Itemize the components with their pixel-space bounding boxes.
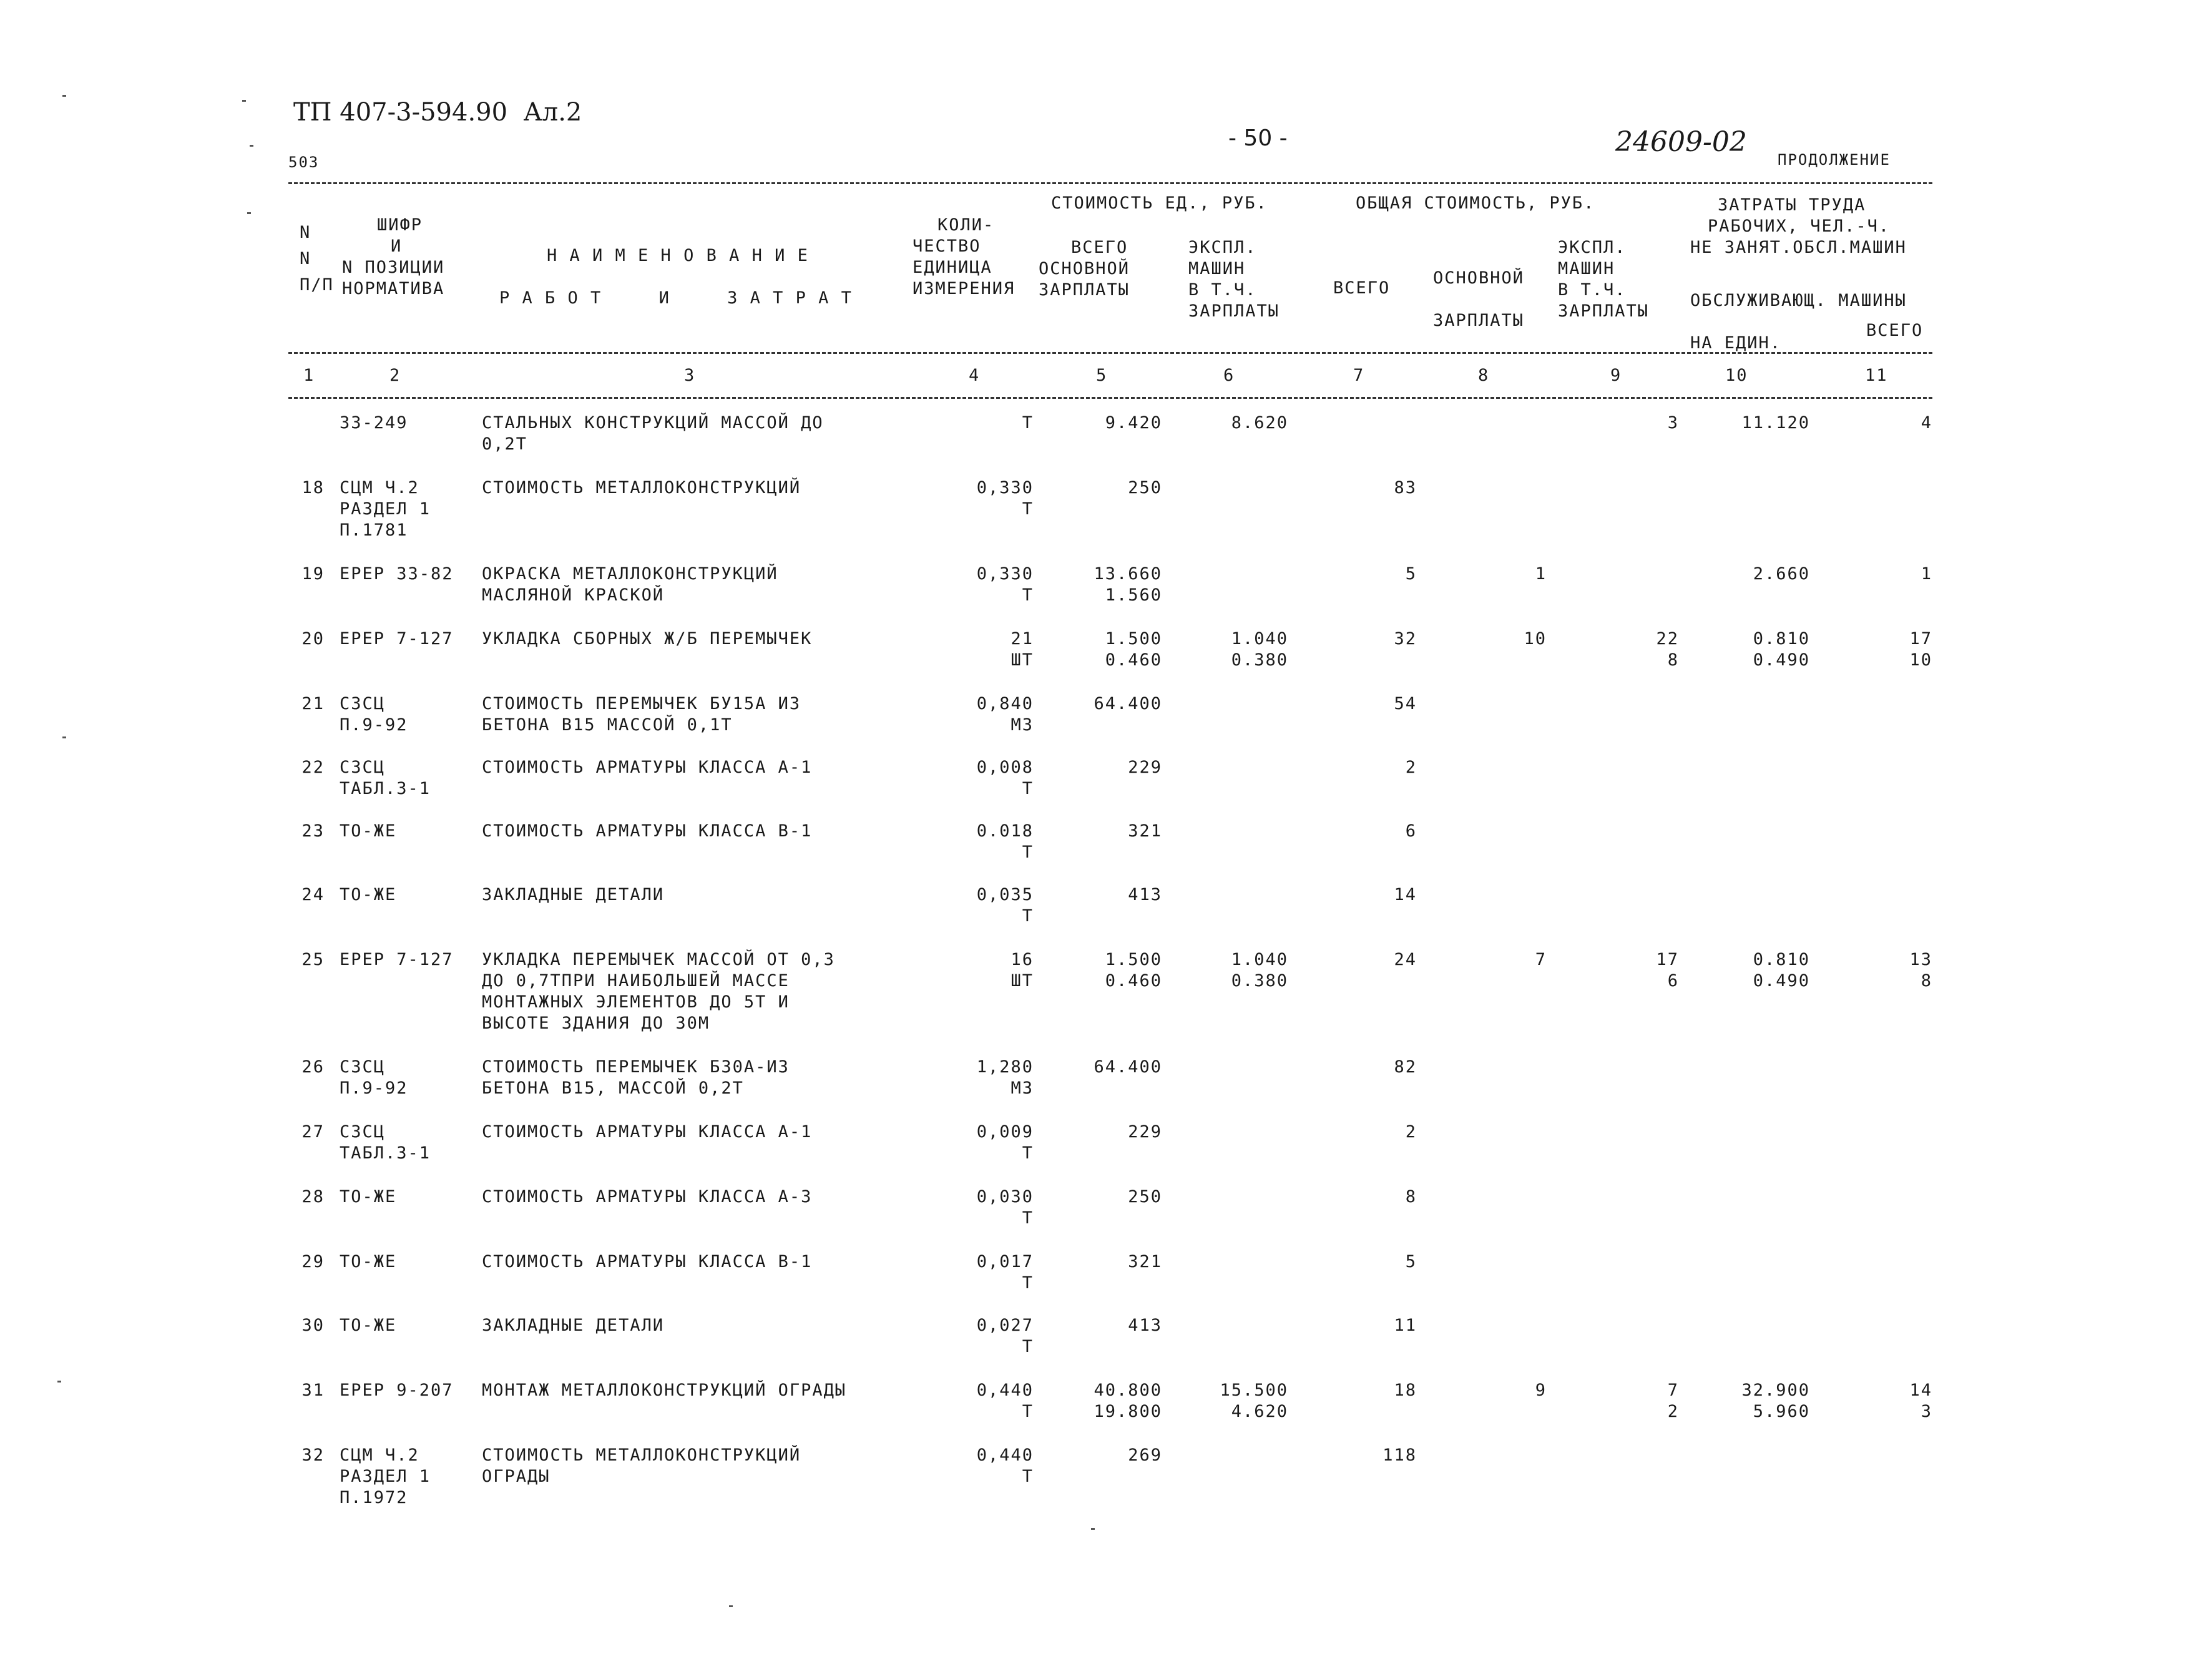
unit-cost-total: 0.460 bbox=[1105, 971, 1162, 991]
work-name: ДО 0,7ТПРИ НАИБОЛЬШЕЙ МАССЕ bbox=[482, 971, 790, 991]
total-machine-operation: 2 bbox=[1667, 1402, 1679, 1421]
header-top-rule bbox=[288, 182, 1932, 184]
row-number: 26 bbox=[301, 1057, 325, 1077]
unit-cost-total: 64.400 bbox=[1094, 694, 1162, 713]
work-name: ОКРАСКА МЕТАЛЛОКОНСТРУКЦИЙ bbox=[482, 564, 778, 584]
quantity: 0,840 bbox=[976, 694, 1034, 713]
sheet-number: 503 bbox=[288, 154, 320, 171]
quantity: 0,008 bbox=[976, 758, 1034, 777]
total-cost: 5 bbox=[1405, 1252, 1417, 1271]
header-col8: ОСНОВНОЙ ЗАРПЛАТЫ bbox=[1433, 268, 1525, 330]
labor-total: 14 bbox=[1909, 1381, 1932, 1400]
unit-of-measure: ШТ bbox=[1011, 650, 1034, 670]
row-number: 31 bbox=[301, 1381, 325, 1400]
work-name: УКЛАДКА ПЕРЕМЫЧЕК МАССОЙ ОТ 0,3 bbox=[482, 950, 835, 969]
column-number-11: 11 bbox=[1865, 366, 1888, 385]
total-cost: 83 bbox=[1394, 478, 1417, 497]
work-name: СТОИМОСТЬ МЕТАЛЛОКОНСТРУКЦИЙ bbox=[482, 478, 801, 497]
norm-code: ТО-ЖЕ bbox=[340, 1187, 397, 1206]
quantity: 0,440 bbox=[976, 1381, 1034, 1400]
work-name: СТОИМОСТЬ ПЕРЕМЫЧЕК Б30А-ИЗ bbox=[482, 1057, 790, 1077]
row-number: 29 bbox=[301, 1252, 325, 1271]
column-number-8: 8 bbox=[1478, 366, 1490, 385]
header-col10: ОБСЛУЖИВАЮЩ. МАШИНЫ НА ЕДИН. bbox=[1690, 291, 1907, 353]
norm-code: П.1972 bbox=[340, 1488, 408, 1507]
total-cost: 11 bbox=[1394, 1316, 1417, 1335]
norm-code: ЕРЕР 33-82 bbox=[340, 564, 454, 584]
quantity: 0,027 bbox=[976, 1316, 1034, 1335]
total-machine-operation: 17 bbox=[1656, 950, 1679, 969]
continuation-label: ПРОДОЛЖЕНИЕ bbox=[1778, 151, 1891, 169]
document-code: ТП 407-3-594.90 Ал.2 bbox=[293, 98, 582, 127]
norm-code: П.9-92 bbox=[340, 715, 408, 735]
labor-total: 1 bbox=[1921, 564, 1932, 584]
header-bottom-rule bbox=[288, 397, 1932, 399]
header-col11: ВСЕГО bbox=[1866, 321, 1924, 340]
column-number-9: 9 bbox=[1610, 366, 1622, 385]
work-name: БЕТОНА В15, МАССОЙ 0,2Т bbox=[482, 1079, 744, 1098]
labor-per-unit: 0.810 bbox=[1753, 950, 1810, 969]
unit-of-measure: Т bbox=[1022, 1208, 1034, 1228]
total-machine-operation: 8 bbox=[1667, 650, 1679, 670]
quantity: 0,440 bbox=[976, 1446, 1034, 1465]
unit-of-measure: ШТ bbox=[1011, 971, 1034, 991]
header-col3: Н А И М Е Н О В А Н И Е Р А Б О Т И З А Т Р А Т bbox=[499, 246, 853, 308]
unit-of-measure: Т bbox=[1022, 1467, 1034, 1486]
norm-code: ЕРЕР 7-127 bbox=[340, 950, 454, 969]
header-col4: КОЛИ- ЧЕСТВО ЕДИНИЦА ИЗМЕРЕНИЯ bbox=[913, 215, 1015, 298]
work-name: СТОИМОСТЬ АРМАТУРЫ КЛАССА В-1 bbox=[482, 821, 813, 841]
header-col5: ВСЕГО ОСНОВНОЙ ЗАРПЛАТЫ bbox=[1039, 238, 1130, 300]
row-number: 20 bbox=[301, 629, 325, 648]
work-name: ЗАКЛАДНЫЕ ДЕТАЛИ bbox=[482, 1316, 665, 1335]
total-machine-operation: 3 bbox=[1667, 413, 1679, 433]
work-name: СТОИМОСТЬ АРМАТУРЫ КЛАССА А-1 bbox=[482, 758, 813, 777]
norm-code: РАЗДЕЛ 1 bbox=[340, 499, 431, 519]
norm-code: СЗСЦ bbox=[340, 1057, 386, 1077]
norm-code: ЕРЕР 9-207 bbox=[340, 1381, 454, 1400]
column-number-1: 1 bbox=[303, 366, 315, 385]
unit-of-measure: Т bbox=[1022, 1337, 1034, 1356]
unit-of-measure: Т bbox=[1022, 499, 1034, 519]
norm-code: П.9-92 bbox=[340, 1079, 408, 1098]
unit-cost-machines: 1.040 bbox=[1231, 950, 1288, 969]
total-machine-operation: 22 bbox=[1656, 629, 1679, 648]
header-col2: ШИФР И N ПОЗИЦИИ НОРМАТИВА bbox=[342, 215, 445, 298]
unit-cost-total: 13.660 bbox=[1094, 564, 1162, 584]
quantity: 1,280 bbox=[976, 1057, 1034, 1077]
unit-cost-machines: 0.380 bbox=[1231, 971, 1288, 991]
work-name: МАСЛЯНОЙ КРАСКОЙ bbox=[482, 585, 665, 605]
norm-code: СЗСЦ bbox=[340, 1122, 386, 1142]
norm-code: СЦМ Ч.2 bbox=[340, 478, 419, 497]
labor-total: 10 bbox=[1909, 650, 1932, 670]
unit-of-measure: М3 bbox=[1011, 715, 1034, 735]
labor-total: 4 bbox=[1921, 413, 1932, 433]
unit-cost-total: 250 bbox=[1128, 1187, 1162, 1206]
row-number: 27 bbox=[301, 1122, 325, 1142]
labor-per-unit: 2.660 bbox=[1753, 564, 1810, 584]
total-machine-operation: 7 bbox=[1667, 1381, 1679, 1400]
norm-code: СЗСЦ bbox=[340, 758, 386, 777]
page-number: - 50 - bbox=[1228, 125, 1288, 151]
column-number-5: 5 bbox=[1096, 366, 1108, 385]
unit-cost-total: 9.420 bbox=[1105, 413, 1162, 433]
work-name: МОНТАЖНЫХ ЭЛЕМЕНТОВ ДО 5Т И bbox=[482, 992, 790, 1012]
work-name: ЗАКЛАДНЫЕ ДЕТАЛИ bbox=[482, 885, 665, 904]
work-name: УКЛАДКА СБОРНЫХ Ж/Б ПЕРЕМЫЧЕК bbox=[482, 629, 813, 648]
header-col6: ЭКСПЛ. МАШИН В Т.Ч. ЗАРПЛАТЫ bbox=[1188, 238, 1280, 321]
scan-mark bbox=[62, 737, 66, 738]
unit-cost-total: 269 bbox=[1128, 1446, 1162, 1465]
row-number: 28 bbox=[301, 1187, 325, 1206]
unit-cost-total: 1.500 bbox=[1105, 950, 1162, 969]
quantity: 21 bbox=[1011, 629, 1034, 648]
total-cost: 18 bbox=[1394, 1381, 1417, 1400]
unit-of-measure: Т bbox=[1022, 1143, 1034, 1163]
quantity: 16 bbox=[1011, 950, 1034, 969]
unit-cost-machines: 0.380 bbox=[1231, 650, 1288, 670]
row-number: 23 bbox=[301, 821, 325, 841]
row-number: 22 bbox=[301, 758, 325, 777]
work-name: СТАЛЬНЫХ КОНСТРУКЦИЙ МАССОЙ ДО bbox=[482, 413, 824, 433]
quantity: 0,009 bbox=[976, 1122, 1034, 1142]
unit-of-measure: М3 bbox=[1011, 1079, 1034, 1098]
unit-of-measure: Т bbox=[1022, 1273, 1034, 1293]
work-name: БЕТОНА В15 МАССОЙ 0,1Т bbox=[482, 715, 733, 735]
scan-mark bbox=[57, 1381, 61, 1382]
column-number-6: 6 bbox=[1223, 366, 1235, 385]
work-name: МОНТАЖ МЕТАЛЛОКОНСТРУКЦИЙ ОГРАДЫ bbox=[482, 1381, 847, 1400]
unit-cost-machines: 8.620 bbox=[1231, 413, 1288, 433]
unit-cost-total: 321 bbox=[1128, 1252, 1162, 1271]
work-name: ВЫСОТЕ ЗДАНИЯ ДО 30М bbox=[482, 1014, 710, 1033]
unit-cost-total: 64.400 bbox=[1094, 1057, 1162, 1077]
unit-of-measure: Т bbox=[1022, 1402, 1034, 1421]
row-number: 32 bbox=[301, 1446, 325, 1465]
scan-mark bbox=[1091, 1528, 1095, 1530]
scan-mark bbox=[729, 1605, 733, 1607]
work-name: 0,2Т bbox=[482, 434, 528, 454]
work-name: СТОИМОСТЬ АРМАТУРЫ КЛАССА А-3 bbox=[482, 1187, 813, 1206]
scan-mark bbox=[250, 145, 253, 147]
column-number-2: 2 bbox=[389, 366, 401, 385]
total-cost: 5 bbox=[1405, 564, 1417, 584]
unit-cost-total: 321 bbox=[1128, 821, 1162, 841]
labor-per-unit: 0.490 bbox=[1753, 650, 1810, 670]
unit-cost-total: 413 bbox=[1128, 885, 1162, 904]
work-name: СТОИМОСТЬ АРМАТУРЫ КЛАССА А-1 bbox=[482, 1122, 813, 1142]
norm-code: ТАБЛ.3-1 bbox=[340, 779, 431, 798]
quantity: 0,330 bbox=[976, 478, 1034, 497]
unit-cost-total: 1.560 bbox=[1105, 585, 1162, 605]
total-base-wages: 9 bbox=[1535, 1381, 1547, 1400]
total-cost: 32 bbox=[1394, 629, 1417, 648]
total-base-wages: 7 bbox=[1535, 950, 1547, 969]
header-col1: N N П/П bbox=[300, 223, 334, 295]
quantity: 0,030 bbox=[976, 1187, 1034, 1206]
header-col9: ЭКСПЛ. МАШИН В Т.Ч. ЗАРПЛАТЫ bbox=[1558, 238, 1650, 321]
total-cost: 54 bbox=[1394, 694, 1417, 713]
norm-code: П.1781 bbox=[340, 521, 408, 540]
unit-cost-total: 40.800 bbox=[1094, 1381, 1162, 1400]
labor-per-unit: 0.490 bbox=[1753, 971, 1810, 991]
unit-of-measure: Т bbox=[1022, 779, 1034, 798]
quantity: 0,017 bbox=[976, 1252, 1034, 1271]
reference-number: 24609-02 bbox=[1615, 126, 1747, 158]
column-number-7: 7 bbox=[1353, 366, 1365, 385]
total-base-wages: 10 bbox=[1524, 629, 1547, 648]
unit-cost-total: 413 bbox=[1128, 1316, 1162, 1335]
unit-cost-machines: 4.620 bbox=[1231, 1402, 1288, 1421]
labor-total: 8 bbox=[1921, 971, 1932, 991]
row-number: 30 bbox=[301, 1316, 325, 1335]
total-cost: 8 bbox=[1405, 1187, 1417, 1206]
header-group-labor: ЗАТРАТЫ ТРУДА РАБОЧИХ, ЧЕЛ.-Ч. НЕ ЗАНЯТ.ОБСЛ.МАШИН bbox=[1690, 195, 1907, 257]
labor-per-unit: 5.960 bbox=[1753, 1402, 1810, 1421]
header-group-total-cost: ОБЩАЯ СТОИМОСТЬ, РУБ. bbox=[1356, 193, 1595, 213]
header-group-unit-cost: СТОИМОСТЬ ЕД., РУБ. bbox=[1051, 193, 1268, 213]
norm-code: РАЗДЕЛ 1 bbox=[340, 1467, 431, 1486]
total-machine-operation: 6 bbox=[1667, 971, 1679, 991]
norm-code: ТО-ЖЕ bbox=[340, 1252, 397, 1271]
labor-per-unit: 32.900 bbox=[1741, 1381, 1810, 1400]
scan-mark bbox=[62, 95, 66, 97]
total-cost: 24 bbox=[1394, 950, 1417, 969]
unit-cost-total: 0.460 bbox=[1105, 650, 1162, 670]
unit-cost-machines: 15.500 bbox=[1220, 1381, 1288, 1400]
unit-cost-total: 1.500 bbox=[1105, 629, 1162, 648]
work-name: СТОИМОСТЬ МЕТАЛЛОКОНСТРУКЦИЙ bbox=[482, 1446, 801, 1465]
unit-cost-total: 229 bbox=[1128, 1122, 1162, 1142]
column-number-10: 10 bbox=[1725, 366, 1748, 385]
work-name: ОГРАДЫ bbox=[482, 1467, 551, 1486]
unit-cost-total: 19.800 bbox=[1094, 1402, 1162, 1421]
quantity: 0,035 bbox=[976, 885, 1034, 904]
norm-code: ТО-ЖЕ bbox=[340, 885, 397, 904]
column-number-3: 3 bbox=[684, 366, 696, 385]
unit-of-measure: Т bbox=[1022, 413, 1034, 433]
norm-code: СЦМ Ч.2 bbox=[340, 1446, 419, 1465]
total-cost: 14 bbox=[1394, 885, 1417, 904]
total-base-wages: 1 bbox=[1535, 564, 1547, 584]
quantity: 0,330 bbox=[976, 564, 1034, 584]
total-cost: 6 bbox=[1405, 821, 1417, 841]
norm-code: ЕРЕР 7-127 bbox=[340, 629, 454, 648]
labor-per-unit: 11.120 bbox=[1741, 413, 1810, 433]
work-name: СТОИМОСТЬ ПЕРЕМЫЧЕК БУ15А ИЗ bbox=[482, 694, 801, 713]
header-mid-rule bbox=[288, 352, 1932, 354]
column-number-4: 4 bbox=[969, 366, 981, 385]
work-name: СТОИМОСТЬ АРМАТУРЫ КЛАССА В-1 bbox=[482, 1252, 813, 1271]
total-cost: 82 bbox=[1394, 1057, 1417, 1077]
total-cost: 2 bbox=[1405, 758, 1417, 777]
labor-total: 17 bbox=[1909, 629, 1932, 648]
header-col7: ВСЕГО bbox=[1333, 278, 1391, 298]
unit-cost-total: 229 bbox=[1128, 758, 1162, 777]
unit-of-measure: Т bbox=[1022, 906, 1034, 926]
labor-per-unit: 0.810 bbox=[1753, 629, 1810, 648]
unit-cost-machines: 1.040 bbox=[1231, 629, 1288, 648]
total-cost: 2 bbox=[1405, 1122, 1417, 1142]
scan-mark bbox=[242, 100, 246, 102]
row-number: 18 bbox=[301, 478, 325, 497]
unit-cost-total: 250 bbox=[1128, 478, 1162, 497]
norm-code: 33-249 bbox=[340, 413, 408, 433]
labor-total: 3 bbox=[1921, 1402, 1932, 1421]
scan-mark bbox=[247, 212, 251, 214]
row-number: 25 bbox=[301, 950, 325, 969]
row-number: 24 bbox=[301, 885, 325, 904]
norm-code: ТО-ЖЕ bbox=[340, 1316, 397, 1335]
norm-code: ТО-ЖЕ bbox=[340, 821, 397, 841]
unit-of-measure: Т bbox=[1022, 585, 1034, 605]
total-cost: 118 bbox=[1382, 1446, 1417, 1465]
unit-of-measure: Т bbox=[1022, 843, 1034, 862]
norm-code: СЗСЦ bbox=[340, 694, 386, 713]
quantity: 0.018 bbox=[976, 821, 1034, 841]
row-number: 19 bbox=[301, 564, 325, 584]
row-number: 21 bbox=[301, 694, 325, 713]
labor-total: 13 bbox=[1909, 950, 1932, 969]
norm-code: ТАБЛ.3-1 bbox=[340, 1143, 431, 1163]
